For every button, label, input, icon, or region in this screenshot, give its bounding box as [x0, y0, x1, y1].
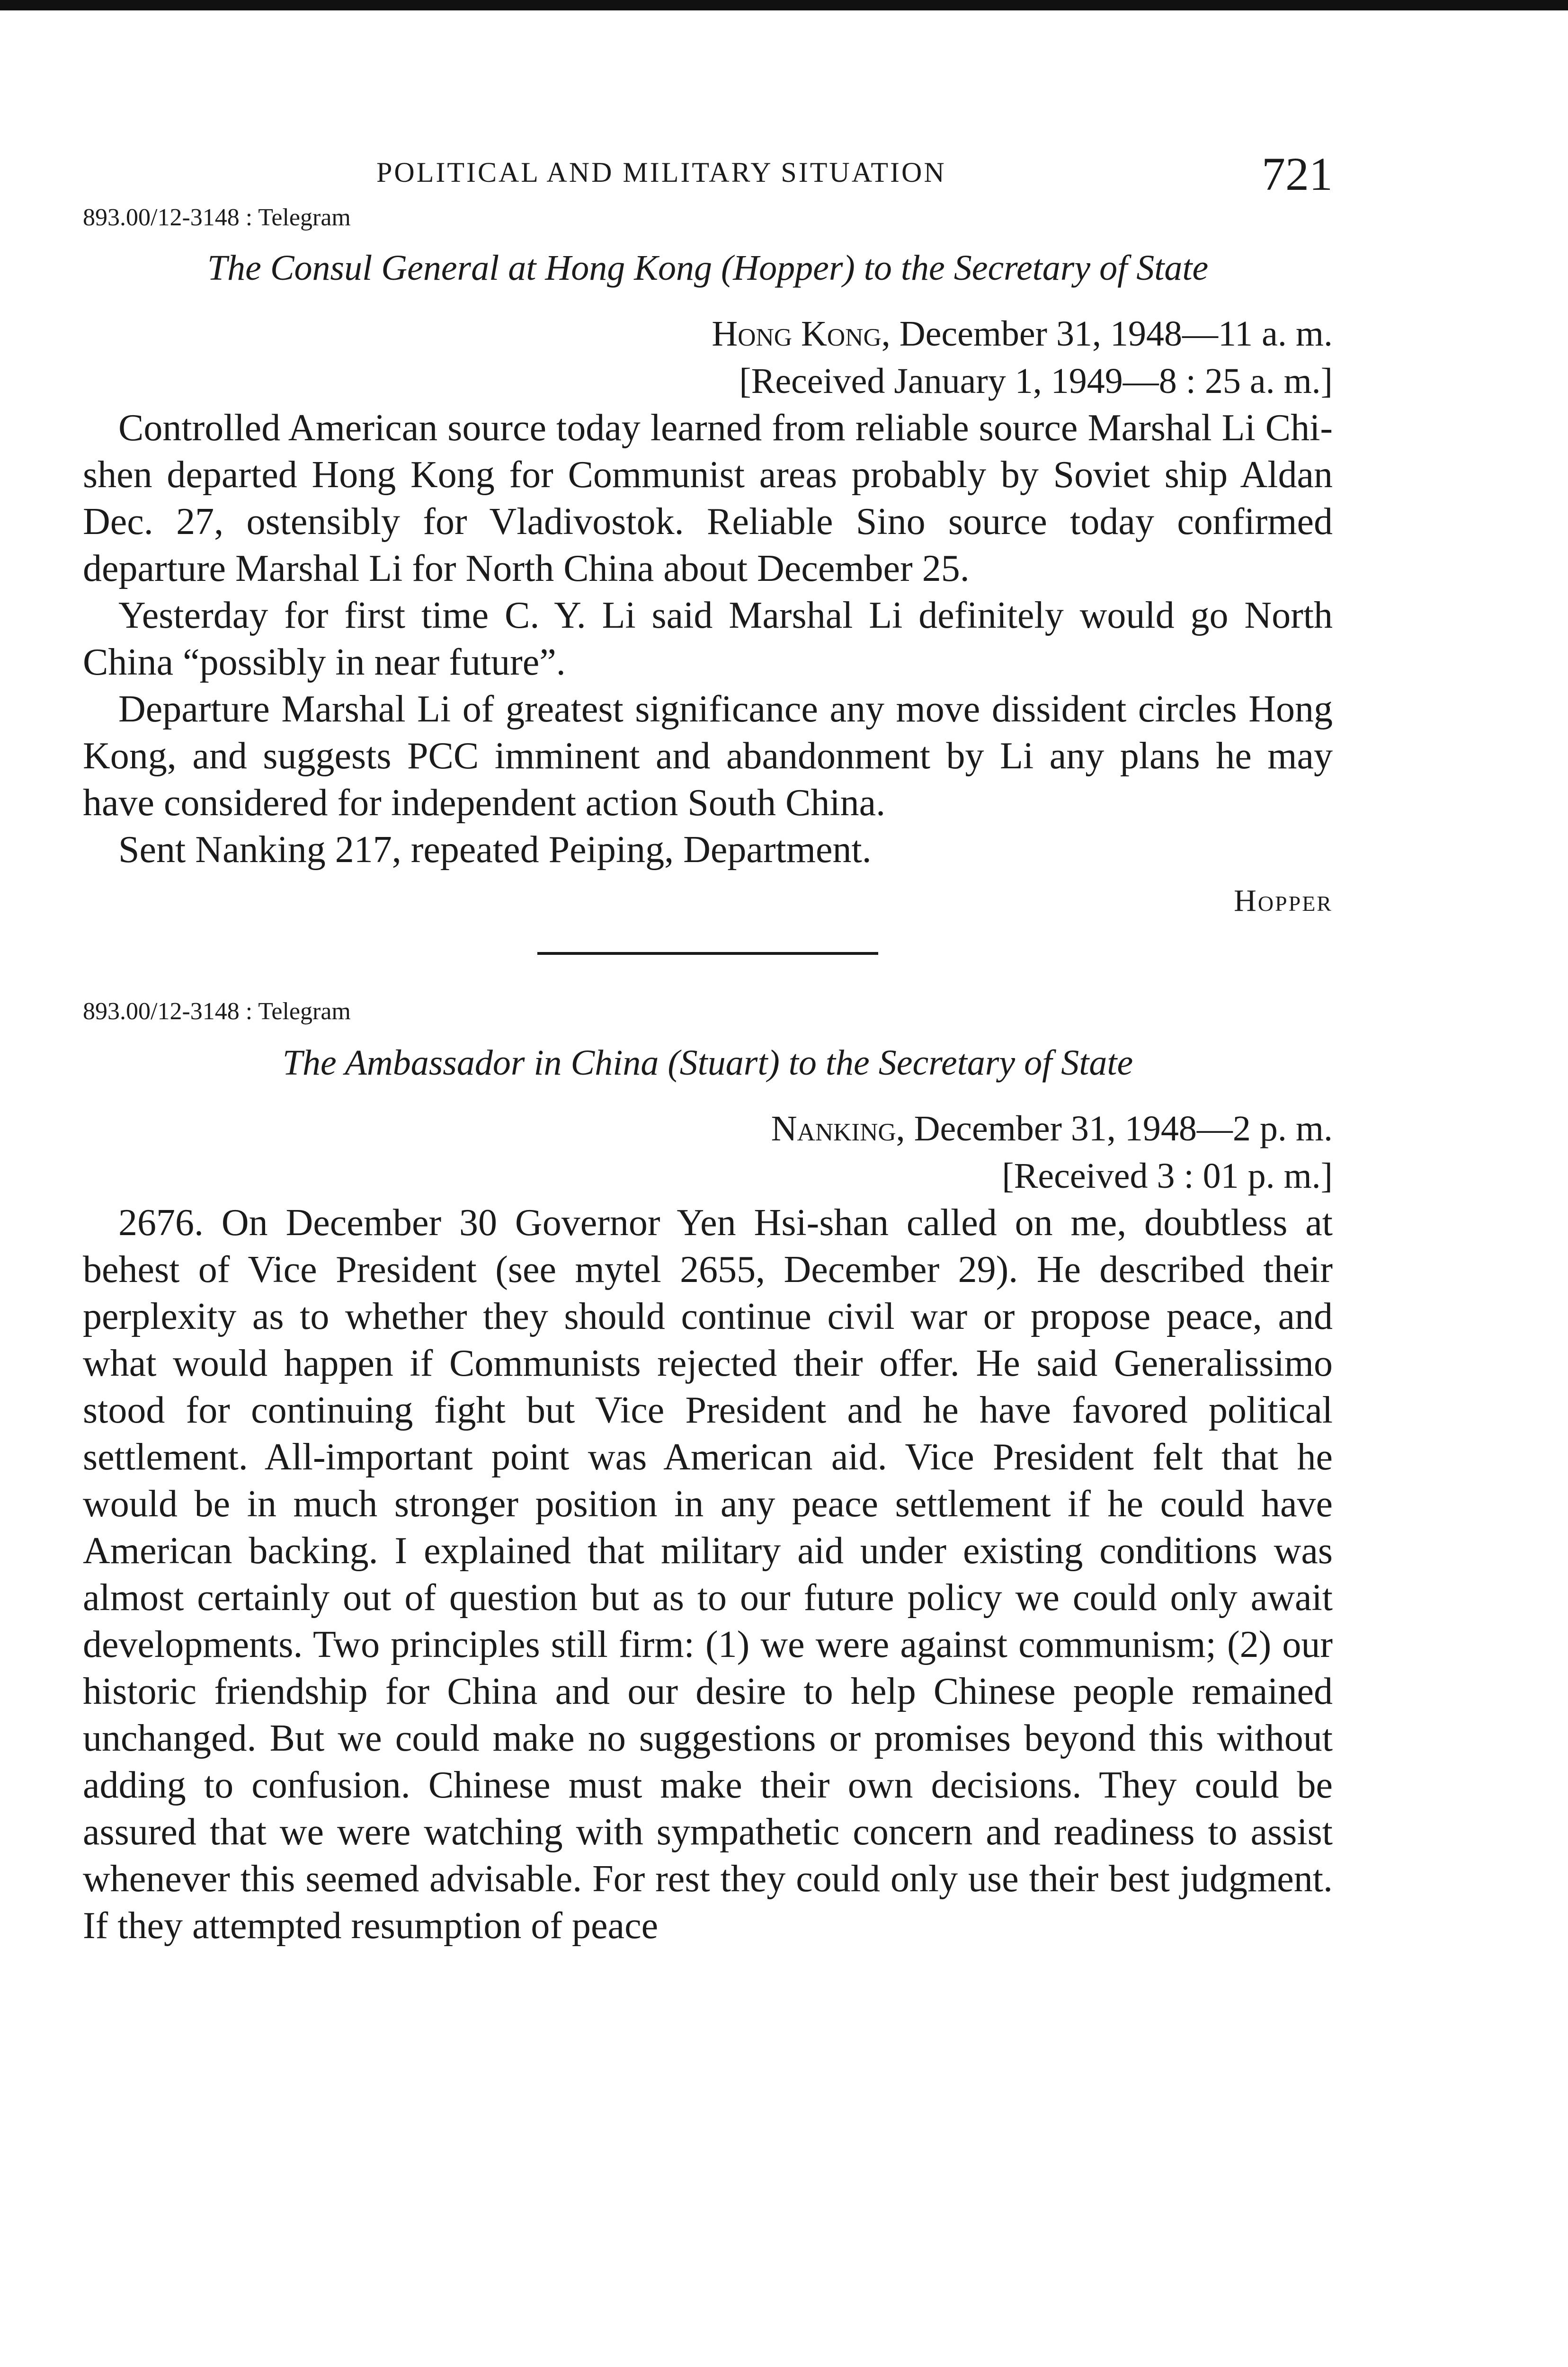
signature: Hopper — [1234, 883, 1333, 918]
page-top-edge — [0, 0, 1568, 10]
date-time: December 31, 1948—2 p. m. — [905, 1109, 1333, 1148]
running-head — [83, 147, 1333, 204]
document-page — [83, 147, 1333, 1949]
document-title: The Consul General at Hong Kong (Hopper) to the Secretary of State — [207, 248, 1209, 288]
place-name: Hong Kong, — [712, 314, 891, 354]
paragraph: Sent Nanking 217, repeated Peiping, Department. — [118, 829, 872, 871]
dateline — [83, 310, 1333, 357]
paragraph: Departure Marshal Li of greatest significance any move dissident circles Hong Kong, and suggests PCC imminent and abandonment by Li any plans he may have considered for independent action South China. — [83, 688, 1333, 824]
document-title: The Ambassador in China (Stuart) to the Secretary of State — [282, 1043, 1133, 1083]
telegram-2 — [83, 997, 1333, 1949]
received-line: [Received January 1, 1949—8 : 25 a. m.] — [739, 361, 1333, 401]
section-divider — [537, 952, 878, 955]
received-line: [Received 3 : 01 p. m.] — [1002, 1156, 1333, 1196]
date-time: December 31, 1948—11 a. m. — [890, 314, 1333, 354]
running-title: POLITICAL AND MILITARY SITUATION — [376, 157, 946, 188]
file-reference: 893.00/12-3148 : Telegram — [83, 204, 351, 231]
page-number: 721 — [1262, 148, 1333, 200]
telegram-1 — [83, 204, 1333, 919]
paragraph: Yesterday for first time C. Y. Li said Marshal Li definitely would go North China “possibly in near future”. — [83, 595, 1333, 683]
place-name: Nanking, — [771, 1109, 905, 1148]
file-reference: 893.00/12-3148 : Telegram — [83, 998, 351, 1025]
paragraph: 2676. On December 30 Governor Yen Hsi-shan called on me, doubtless at behest of Vice President (see mytel 2655, December 29). He described their perplexity as to whether they should continue civil war or propose peace, and what would happen if Communists rejected their offer. He said Generalissimo stood for continuing fight but Vice President and he have favored political settlement. All-important point was American aid. Vice President felt that he would be in much stronger position in any peace settlement if he could have American backing. I explained that military aid under existing conditions was almost certainly out of question but as to our future policy we could only await developments. Two principles still firm: (1) we were against communism; (2) our historic friendship for China and our desire to help Chinese people remained unchanged. But we could make no suggestions or promises beyond this without adding to confusion. Chinese must make their own decisions. They could be assured that we were watching with sympathetic concern and readiness to assist whenever this seemed advisable. For rest they could only use their best judgment. If they attempted resumption of peace — [83, 1202, 1333, 1947]
paragraph: Controlled American source today learned from reliable source Marshal Li Chi-shen departed Hong Kong for Communist areas probably by Soviet ship Aldan Dec. 27, ostensibly for Vladivostok. Reliable Sino source today confirmed departure Marshal Li for North China about December 25. — [83, 407, 1333, 589]
dateline — [83, 1105, 1333, 1152]
